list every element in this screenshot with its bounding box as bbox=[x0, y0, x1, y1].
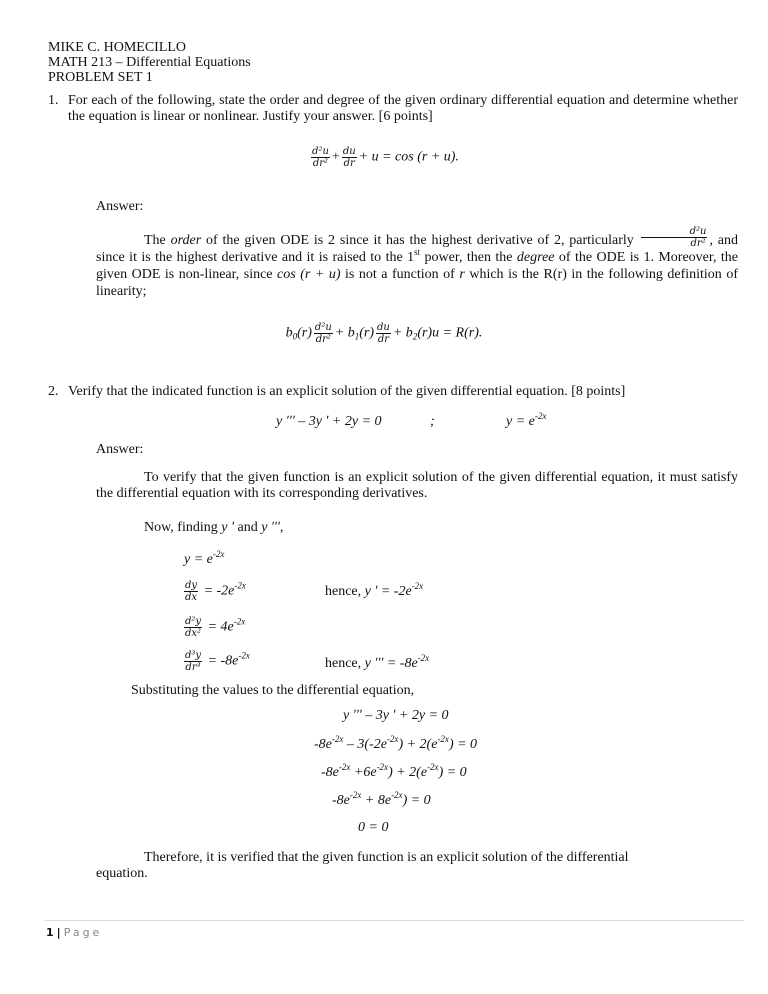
text: -8e bbox=[314, 737, 332, 752]
conclusion: Therefore, it is verified that the given function is an explicit solution of the differential equation. bbox=[96, 850, 629, 881]
step-2 bbox=[182, 616, 245, 639]
linearity-definition bbox=[0, 322, 768, 345]
exponent: -2x bbox=[233, 616, 246, 627]
term-r: r bbox=[459, 267, 465, 282]
text: hence, bbox=[325, 584, 365, 599]
text: -8e bbox=[321, 765, 339, 780]
numerator: d²u bbox=[641, 226, 708, 238]
exponent: -2x bbox=[437, 734, 449, 744]
sub-line-3 bbox=[332, 790, 431, 809]
text: -8e bbox=[332, 793, 350, 808]
numerator: dy bbox=[185, 580, 198, 591]
q2-answer-label: Answer: bbox=[96, 442, 144, 457]
text: y = e bbox=[506, 414, 535, 429]
step-3 bbox=[182, 650, 250, 673]
denominator: dr bbox=[343, 158, 355, 169]
page-number: 1 bbox=[46, 926, 54, 939]
numerator: d³y bbox=[185, 650, 202, 661]
text: y ʹʹʹ – 3y ʹ + 2y = 0 bbox=[343, 708, 449, 723]
subscript: 0 bbox=[292, 331, 298, 342]
exponent: -2x bbox=[386, 734, 399, 744]
step-0 bbox=[184, 549, 225, 568]
fraction bbox=[376, 322, 391, 345]
q1-answer-paragraph bbox=[96, 226, 738, 300]
q2-text: Verify that the indicated function is an explicit solution of the given differential equation. [8 points] bbox=[68, 384, 626, 399]
numerator: d²y bbox=[185, 616, 202, 627]
text: +6e bbox=[350, 765, 377, 780]
denominator: dx² bbox=[185, 628, 202, 639]
q2-function bbox=[506, 411, 547, 430]
q1-text: For each of the following, state the order and degree of the given ordinary differential equation and determine whether the equation is linear or nonlinear. Justify your answer. [6 points] bbox=[68, 93, 738, 124]
text: is not a function of bbox=[340, 267, 460, 282]
fraction bbox=[184, 580, 198, 603]
fraction bbox=[641, 226, 708, 249]
exponent: -2x bbox=[338, 762, 351, 772]
text: power, then the bbox=[420, 250, 517, 265]
text: = 4e bbox=[207, 619, 234, 635]
denominator: dr³ bbox=[185, 662, 201, 673]
text: + 8e bbox=[361, 793, 392, 808]
term: y ʹ bbox=[221, 520, 234, 535]
text: , and since it is the highest derivative and it is raised to the 1 bbox=[96, 233, 739, 265]
denominator: dx bbox=[185, 592, 198, 603]
denominator: dr² bbox=[690, 238, 706, 249]
text: hence, bbox=[325, 656, 365, 671]
finding-line bbox=[144, 520, 283, 536]
exponent: -2x bbox=[391, 790, 403, 800]
sub-line-2 bbox=[321, 762, 467, 781]
numerator: d²u bbox=[314, 322, 332, 333]
term-order: order bbox=[170, 233, 202, 248]
q2-number: 2. bbox=[48, 384, 59, 399]
subscript: 2 bbox=[412, 331, 418, 342]
text: = -8e bbox=[207, 653, 239, 669]
fraction bbox=[342, 146, 357, 169]
q1-equation bbox=[0, 146, 768, 169]
exponent: -2x bbox=[234, 580, 246, 591]
exponent: -2x bbox=[376, 762, 389, 772]
text: y ʹ = -2e bbox=[364, 584, 412, 599]
page-footer bbox=[46, 926, 102, 939]
operator: + bbox=[331, 149, 340, 165]
numerator: d²u bbox=[312, 146, 329, 157]
text: ) = 0 bbox=[438, 765, 467, 780]
equation-rest: + u = cos (r + u). bbox=[358, 149, 459, 165]
problem-set-title: PROBLEM SET 1 bbox=[48, 70, 153, 85]
text: of the ODE is 1. Moreover, the given ODE is non-linear, since bbox=[96, 250, 739, 282]
fraction bbox=[311, 146, 330, 169]
exponent: -2x bbox=[534, 411, 547, 421]
q2-separator: ; bbox=[430, 414, 435, 429]
text: (r) bbox=[359, 325, 375, 341]
text: Now, finding bbox=[144, 520, 222, 535]
text: y = e bbox=[184, 552, 213, 567]
exponent: -2x bbox=[411, 581, 424, 591]
q1-answer-label: Answer: bbox=[96, 199, 144, 214]
text: y ʹʹʹ = -8e bbox=[364, 656, 418, 671]
sub-line-4 bbox=[358, 820, 388, 836]
text: of the given ODE is 2 since it has the highest derivative of 2, particularly bbox=[201, 233, 639, 248]
denominator: dr² bbox=[312, 158, 329, 169]
text: – 3(-2e bbox=[343, 737, 387, 752]
fraction bbox=[184, 650, 202, 673]
q2-equation: y ʹʹʹ – 3y ʹ + 2y = 0 bbox=[276, 414, 382, 429]
denominator: dr² bbox=[315, 334, 331, 345]
text: ) = 0 bbox=[402, 793, 431, 808]
exponent: -2x bbox=[212, 549, 225, 559]
fraction bbox=[184, 616, 202, 639]
exponent: -2x bbox=[427, 762, 439, 772]
footer-divider bbox=[44, 920, 744, 921]
q2-intro: To verify that the given function is an explicit solution of the given differential equation, it must satisfy the differential equation with its corresponding derivatives. bbox=[96, 470, 738, 501]
text: (r) bbox=[297, 325, 312, 341]
subscript: 1 bbox=[354, 331, 360, 342]
text: + b bbox=[334, 325, 355, 341]
sub-line-1 bbox=[314, 734, 478, 753]
fraction bbox=[314, 322, 333, 345]
exponent: -2x bbox=[417, 653, 430, 663]
text: which is the R(r) in the following definition of linearity; bbox=[96, 267, 738, 299]
text: ) + 2(e bbox=[398, 737, 438, 752]
text: , bbox=[279, 520, 284, 535]
q1-number: 1. bbox=[48, 93, 59, 108]
text: The bbox=[144, 233, 171, 248]
page-label: Page bbox=[63, 926, 103, 939]
text: ) = 0 bbox=[448, 737, 478, 752]
numerator: du bbox=[342, 146, 356, 157]
substituting-text: Substituting the values to the differential equation, bbox=[131, 683, 415, 698]
text: b bbox=[285, 325, 293, 341]
text: and bbox=[233, 520, 262, 535]
text: = -2e bbox=[203, 583, 235, 599]
step-3-hence bbox=[325, 653, 430, 672]
numerator: du bbox=[377, 322, 390, 333]
course-title: MATH 213 – Differential Equations bbox=[48, 55, 251, 70]
text: (r)u = R(r). bbox=[417, 325, 483, 341]
sub-line-0 bbox=[343, 708, 449, 724]
text: ) + 2(e bbox=[388, 765, 428, 780]
text: + b bbox=[392, 325, 413, 341]
author-name: MIKE C. HOMECILLO bbox=[48, 40, 187, 55]
step-1-hence bbox=[325, 581, 424, 600]
exponent: -2x bbox=[331, 734, 344, 744]
term-cos: cos (r + u) bbox=[277, 267, 341, 282]
term: y ʹʹʹ bbox=[261, 520, 280, 535]
term-degree: degree bbox=[516, 250, 555, 265]
separator: | bbox=[56, 926, 61, 939]
denominator: dr bbox=[377, 334, 390, 345]
exponent: -2x bbox=[349, 790, 362, 800]
text: 0 = 0 bbox=[358, 820, 389, 835]
superscript: st bbox=[414, 247, 421, 257]
step-1 bbox=[182, 580, 246, 603]
exponent: -2x bbox=[238, 650, 250, 661]
